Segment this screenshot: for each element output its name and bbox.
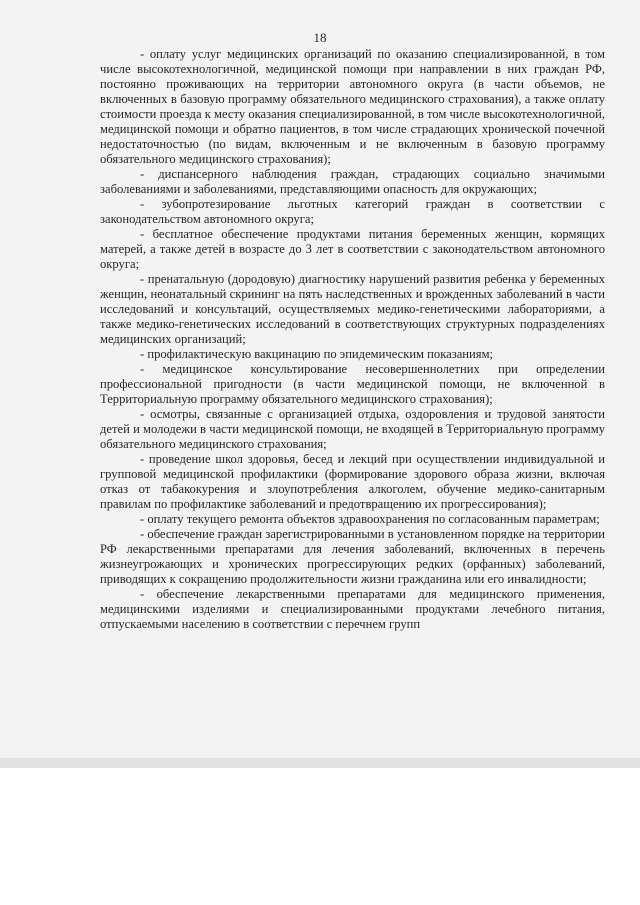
page-number: 18 [313,30,327,45]
paragraph: - бесплатное обеспечение продуктами питания беременных женщин, кормящих матерей, а также детей в возрасте до 3 лет в соответствии с законодательством автономного округа; [100,227,605,271]
paragraph: - зубопротезирование льготных категорий граждан в соответствии с законодательством автономного округа; [100,197,605,226]
paragraph: - диспансерного наблюдения граждан, страдающих социально значимыми заболеваниями и заболеваниями, представляющими опасность для окружающих; [100,167,605,196]
paragraph: - медицинское консультирование несовершеннолетних при определении профессиональной пригодности (в части медицинской помощи, не включенной в Территориальную программу обязательного медицинского страхования); [100,362,605,406]
paragraph: - профилактическую вакцинацию по эпидемическим показаниям; [140,347,494,361]
paragraph: - оплату текущего ремонта объектов здравоохранения по согласованным параметрам; [140,512,600,526]
paragraph: - осмотры, связанные с организацией отдыха, оздоровления и трудовой занятости детей и молодежи в части медицинской помощи, не входящей в Территориальную программу обязательного медицинского страхования; [100,407,605,451]
paragraph: - пренатальную (дородовую) диагностику нарушений развития ребенка у беременных женщин, неонатальный скрининг на пять наследственных и врожденных заболеваний в части исследований и консультаций, осуществляемых медико-генетическими лабораториями, а также медико-генетических исследований в соответствующих структурных подразделениях медицинских организаций; [100,272,605,346]
paragraph: - обеспечение лекарственными препаратами для медицинского применения, медицинскими изделиями и специализированными продуктами лечебного питания, отпускаемыми населению в соответствии с перечнем групп [100,587,605,631]
text-body [100,47,605,632]
paragraph: - оплату услуг медицинских организаций по оказанию специализированной, в том числе высокотехнологичной, медицинской помощи при направлении в них граждан РФ, постоянно проживающих на территории автономного округа (в части объемов, не включенных в базовую программу обязательного медицинского страхования), а также оплату стоимости проезда к месту оказания специализированной, в том числе высокотехнологичной, медицинской помощи и обратно пациентов, в том числе страдающих хронической почечной недостаточностью (по видам, включенным и не включенным в базовую программу обязательного медицинского страхования); [100,47,605,166]
paragraph: - проведение школ здоровья, бесед и лекций при осуществлении индивидуальной и групповой медицинской профилактики (формирование здорового образа жизни, включая отказ от табакокурения и злоупотребления алкоголем, обучение медико-санитарным правилам по профилактике заболеваний и предотвращению их прогрессирования); [100,452,605,511]
scan-bottom-edge [0,758,640,768]
paragraph: - обеспечение граждан зарегистрированными в установленном порядке на территории РФ лекарственными препаратами для лечения заболеваний, включенных в перечень жизнеугрожающих и хронических прогрессирующих редких (орфанных) заболеваний, приводящих к сокращению продолжительности жизни гражданина или его инвалидности; [100,527,605,586]
